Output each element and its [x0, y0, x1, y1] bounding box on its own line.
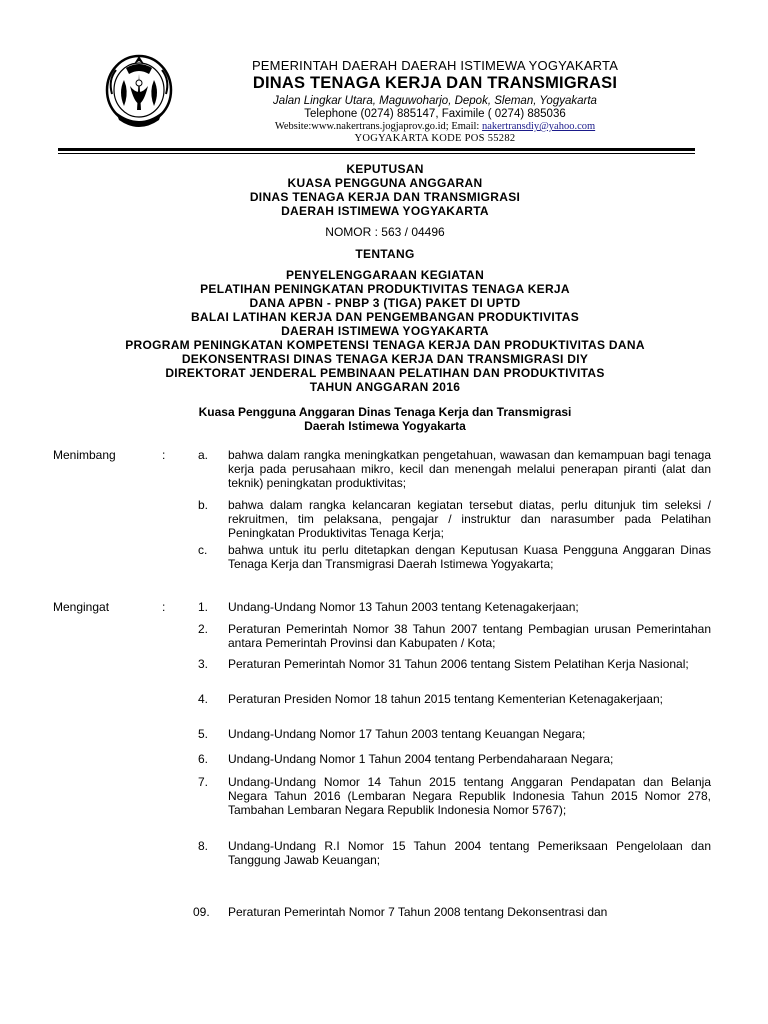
subject-line: DANA APBN - PNBP 3 (TIGA) PAKET DI UPTD: [249, 296, 521, 310]
decree-number: NOMOR : 563 / 04496: [325, 225, 445, 239]
mengingat-item: Peraturan Pemerintah Nomor 38 Tahun 2007 tentang Pembagian urusan Pemerintahan antara Pemerintah Provinsi dan Kabupaten / Kota;: [228, 622, 711, 650]
list-marker: 7.: [198, 775, 209, 789]
list-marker: 1.: [198, 600, 209, 614]
decree-title-line: KUASA PENGGUNA ANGGARAN: [287, 176, 483, 190]
email-link[interactable]: nakertransdiy@yahoo.com: [481, 121, 596, 132]
list-marker: 4.: [198, 692, 209, 706]
subject-line: TAHUN ANGGARAN 2016: [309, 380, 461, 394]
subject-line: DAERAH ISTIMEWA YOGYAKARTA: [281, 324, 489, 338]
website-email-line: [200, 121, 670, 132]
subject-line: BALAI LATIHAN KERJA DAN PENGEMBANGAN PRODUKTIVITAS: [190, 310, 580, 324]
yogyakarta-coat-of-arms-logo: [104, 50, 174, 136]
menimbang-label: Menimbang: [53, 448, 116, 462]
subject-line: DEKONSENTRASI DINAS TENAGA KERJA DAN TRANSMIGRASI DIY: [181, 352, 589, 366]
postal-code: YOGYAKARTA KODE POS 55282: [354, 133, 516, 144]
decree-title-line: DINAS TENAGA KERJA DAN TRANSMIGRASI: [249, 190, 521, 204]
department-name: DINAS TENAGA KERJA DAN TRANSMIGRASI: [252, 74, 618, 92]
website-text: Website:www.nakertrans.jogjaprov.go.id; Email:: [274, 121, 480, 132]
list-marker: 2.: [198, 622, 209, 636]
letterhead-divider-thick: [58, 148, 695, 151]
list-marker: 6.: [198, 752, 209, 766]
office-telephone: Telephone (0274) 885147, Faximile ( 0274) 885036: [304, 108, 566, 120]
mengingat-item: Undang-Undang Nomor 17 Tahun 2003 tentang Keuangan Negara;: [228, 727, 586, 741]
list-marker: 8.: [198, 839, 209, 853]
subject-line: PENYELENGGARAAN KEGIATAN: [285, 268, 485, 282]
list-marker: 5.: [198, 727, 209, 741]
menimbang-colon: :: [162, 448, 166, 462]
mengingat-item: Peraturan Pemerintah Nomor 31 Tahun 2006 tentang Sistem Pelatihan Kerja Nasional;: [228, 657, 689, 671]
menimbang-item: bahwa untuk itu perlu ditetapkan dengan Keputusan Kuasa Pengguna Anggaran Dinas Tenaga Kerja dan Transmigrasi Daerah Istimewa Yogyakarta;: [228, 543, 711, 571]
letterhead-divider-thin: [58, 153, 695, 154]
office-address: Jalan Lingkar Utara, Maguwoharjo, Depok, Sleman, Yogyakarta: [273, 95, 597, 107]
mengingat-colon: :: [162, 600, 166, 614]
menimbang-item: bahwa dalam rangka meningkatkan pengetahuan, wawasan dan kemampuan bagi tenaga kerja pada perusahaan mikro, kecil dan menengah melalui penerapan piranti (alat dan teknik) peningkatan produktivitas;: [228, 448, 711, 490]
mengingat-item: Peraturan Pemerintah Nomor 7 Tahun 2008 tentang Dekonsentrasi dan: [228, 905, 608, 919]
menimbang-item: bahwa dalam rangka kelancaran kegiatan tersebut diatas, perlu ditunjuk tim seleksi / rekruitmen, tim pelaksana, pengajar / instruktur dan narasumber pada Pelatihan Peningkatan Produktivitas Tenaga Kerja;: [228, 498, 711, 540]
subject-line: PELATIHAN PENINGKATAN PRODUKTIVITAS TENAGA KERJA: [200, 282, 570, 296]
list-marker: b.: [198, 498, 209, 512]
subject-line: DIREKTORAT JENDERAL PEMBINAAN PELATIHAN DAN PRODUKTIVITAS: [165, 366, 605, 380]
government-name: PEMERINTAH DAERAH DAERAH ISTIMEWA YOGYAKARTA: [251, 58, 619, 73]
mengingat-item: Peraturan Presiden Nomor 18 tahun 2015 tentang Kementerian Ketenagakerjaan;: [228, 692, 663, 706]
list-marker: a.: [198, 448, 209, 462]
decree-heading: KEPUTUSAN: [346, 162, 424, 176]
mengingat-item: Undang-Undang Nomor 13 Tahun 2003 tentang Ketenagakerjaan;: [228, 600, 579, 614]
mengingat-label: Mengingat: [53, 600, 110, 614]
mengingat-item: Undang-Undang R.I Nomor 15 Tahun 2004 tentang Pemeriksaan Pengelolaan dan Tanggung Jawab Keuangan;: [228, 839, 711, 867]
subject-line: PROGRAM PENINGKATAN KOMPETENSI TENAGA KERJA DAN PRODUKTIVITAS DANA: [125, 338, 645, 352]
list-marker: c.: [198, 543, 208, 557]
mengingat-item: Undang-Undang Nomor 14 Tahun 2015 tentang Anggaran Pendapatan dan Belanja Negara Tahun 2016 (Lembaran Negara Republik Indonesia Tahun 2015 Nomor 278, Tambahan Lembaran Negara Republik Indonesia Nomor 5767);: [228, 775, 711, 817]
authority-line: Daerah Istimewa Yogyakarta: [304, 419, 466, 433]
about-heading: TENTANG: [355, 247, 415, 261]
decree-title-line: DAERAH ISTIMEWA YOGYAKARTA: [281, 204, 489, 218]
list-marker: 09.: [193, 905, 210, 919]
mengingat-item: Undang-Undang Nomor 1 Tahun 2004 tentang Perbendaharaan Negara;: [228, 752, 614, 766]
list-marker: 3.: [198, 657, 209, 671]
authority-line: Kuasa Pengguna Anggaran Dinas Tenaga Kerja dan Transmigrasi: [198, 405, 572, 419]
